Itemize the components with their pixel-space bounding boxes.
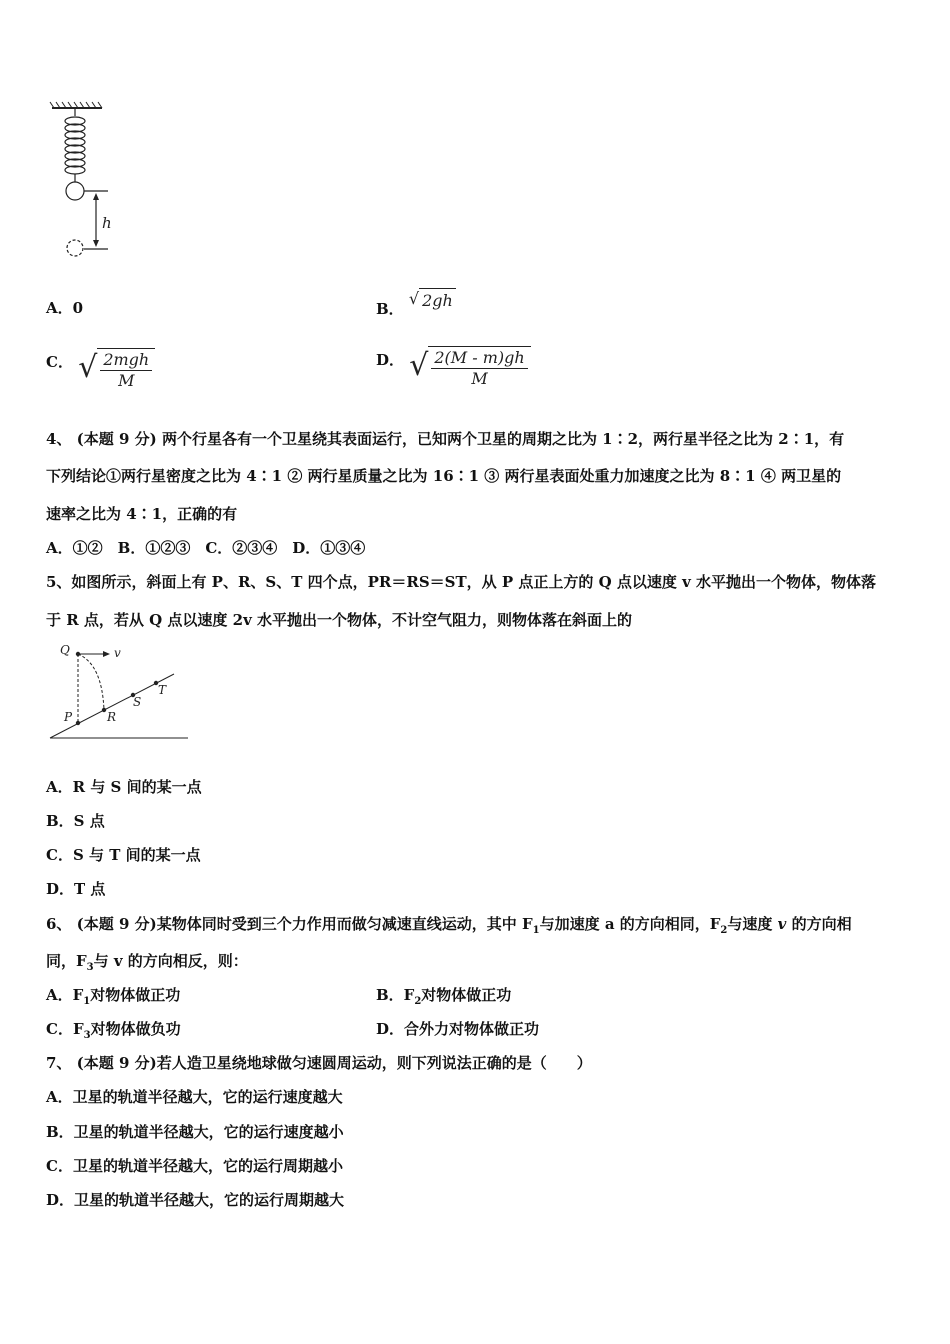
- label-q: Q: [60, 643, 70, 657]
- sqrt-2Mm-gh-over-M: √ $\frac{2(M - m)gh}{M}$: [409, 346, 530, 389]
- label-v: v: [114, 646, 121, 660]
- q5-option-c[interactable]: C．S 与 T 间的某一点: [46, 846, 201, 864]
- sqrt-2gh: √ 2gh: [409, 288, 456, 312]
- q3-option-b[interactable]: [376, 288, 456, 318]
- label-s: S: [133, 695, 142, 709]
- label-p: P: [64, 710, 73, 724]
- q3-option-d-label: D．: [376, 351, 405, 369]
- q5-option-d[interactable]: D．T 点: [46, 880, 106, 898]
- q3-option-a[interactable]: [46, 297, 83, 319]
- q6-line-1: 6、 (本题 9 分)某物体同时受到三个力作用而做匀减速直线运动，其中 $F_1$与加速度 a 的方向相同，$F_2$与速度 v 的方向相: [46, 915, 852, 936]
- q3-option-b-label: B．: [376, 300, 404, 318]
- q3-option-c[interactable]: [46, 348, 155, 391]
- q7-option-c[interactable]: C．卫星的轨道半径越大，它的运行周期越小: [46, 1157, 343, 1175]
- label-t: T: [158, 683, 167, 697]
- q6-option-b[interactable]: B．$F_2$对物体做正功: [376, 986, 512, 1007]
- q7-option-a[interactable]: A．卫星的轨道半径越大，它的运行速度越大: [46, 1088, 343, 1106]
- q5-option-a[interactable]: A．R 与 S 间的某一点: [46, 778, 202, 796]
- q4-line-2: 下列结论①两行星密度之比为 4∶1 ② 两行星质量之比为 16∶1 ③ 两行星表面处重力加速度之比为 8∶1 ④ 两卫星的: [46, 467, 842, 485]
- q6-option-d[interactable]: D．合外力对物体做正功: [376, 1020, 540, 1038]
- q6-option-a[interactable]: A．$F_1$对物体做正功: [46, 986, 181, 1007]
- h-label: h: [102, 214, 112, 232]
- spring-figure: [40, 96, 130, 266]
- label-r: R: [107, 710, 117, 724]
- q6-option-c[interactable]: C．$F_3$对物体做负功: [46, 1020, 181, 1041]
- q3-option-a-value: 0: [72, 299, 84, 317]
- incline-figure: [44, 640, 194, 745]
- q6-line-2: 同，$F_3$与 v 的方向相反，则：: [46, 952, 248, 973]
- q3-option-c-label: C．: [46, 353, 73, 371]
- q5-line-2: 于 R 点，若从 Q 点以速度 2v 水平抛出一个物体，不计空气阻力，则物体落在斜面上的: [46, 611, 633, 629]
- q5-line-1: 5、如图所示，斜面上有 P、R、S、T 四个点，PR＝RS＝ST，从 P 点正上方的 Q 点以速度 v 水平抛出一个物体，物体落: [46, 573, 877, 591]
- q4-line-1: 4、 (本题 9 分) 两个行星各有一个卫星绕其表面运行，已知两个卫星的周期之比为 1∶2，两行星半径之比为 2∶1，有: [46, 430, 845, 448]
- q3-option-d[interactable]: [376, 346, 531, 389]
- q7-line-1: 7、 (本题 9 分)若人造卫星绕地球做匀速圆周运动，则下列说法正确的是（ ）: [46, 1054, 592, 1072]
- q5-option-b[interactable]: B．S 点: [46, 812, 105, 830]
- sqrt-2mgh-over-M: √ $\frac{\text{2mgh}}{M}$: [78, 348, 155, 391]
- q4-options[interactable]: A．①② B．①②③ C．②③④ D．①③④: [46, 539, 366, 557]
- q7-option-d[interactable]: D．卫星的轨道半径越大，它的运行周期越大: [46, 1191, 345, 1209]
- q7-option-b[interactable]: B．卫星的轨道半径越大，它的运行速度越小: [46, 1123, 344, 1141]
- q4-line-3: 速率之比为 4∶1，正确的有: [46, 505, 238, 523]
- q3-option-a-label: A．: [46, 299, 73, 317]
